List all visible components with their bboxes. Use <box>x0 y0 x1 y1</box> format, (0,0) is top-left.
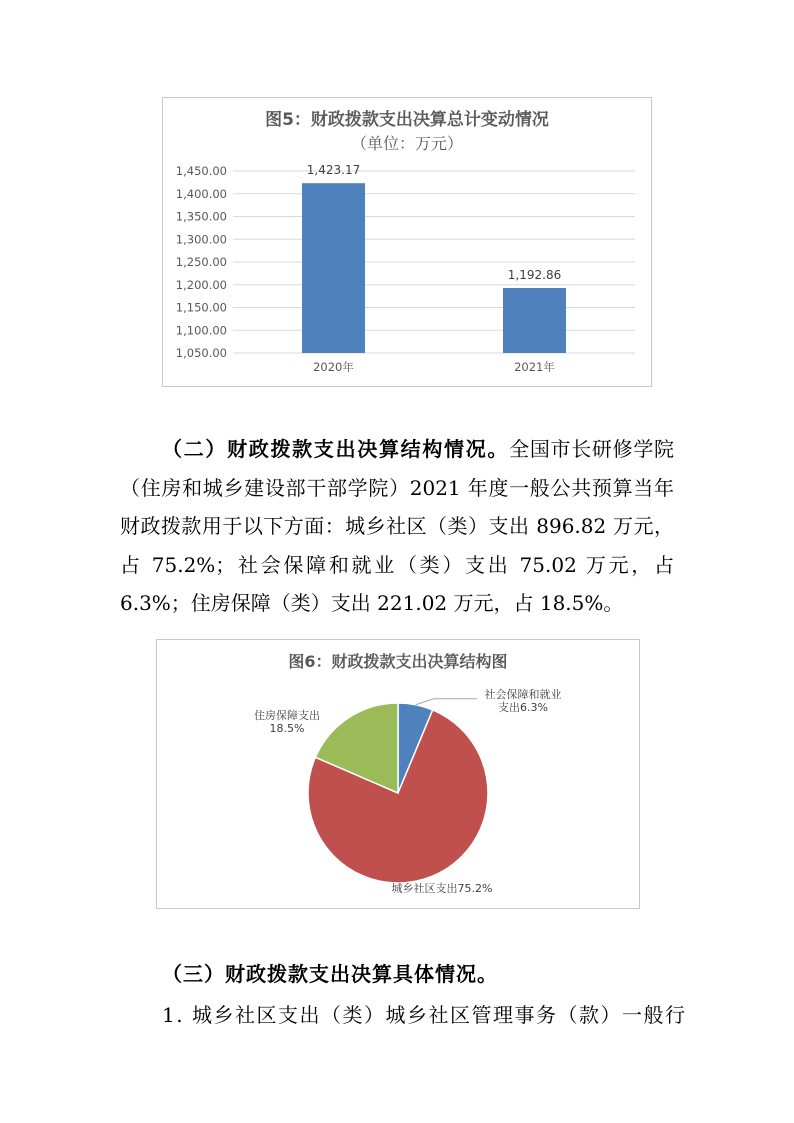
bar-chart-y-axis <box>176 164 227 360</box>
y-tick-label: 1,150.00 <box>175 300 227 315</box>
bar-value-label: 1,192.86 <box>507 267 562 282</box>
section-2-body: 全国市长研修学院（住房和城乡建设部干部学院）2021 年度一般公共预算当年财政拨款用于以下方面：城乡社区（类）支出 896.82 万元，占 75.2%；社会保障和就业（类）支出 75.02 万元，占 6.3%；住房保障（类）支出 221.02 万元，占 18.5%。 <box>120 437 675 615</box>
bar-chart-svg <box>163 98 651 386</box>
pie-label: 社会保障和就业支出6.3% <box>484 688 562 714</box>
bar-chart-figure <box>162 97 652 387</box>
pie-label: 住房保障支出 18.5% <box>254 709 320 735</box>
bar-value-label: 1,423.17 <box>306 163 361 178</box>
section-2-paragraph <box>120 430 674 623</box>
y-tick-label: 1,250.00 <box>175 255 227 269</box>
section-3-heading-text: （三）财政拨款支出决算具体情况。 <box>162 962 498 986</box>
pie-chart-title: 图6：财政拨款支出决算结构图 <box>288 652 508 671</box>
pie-chart-slices <box>308 703 488 883</box>
pie-leader-line <box>416 699 477 705</box>
x-tick-label: 2020年 <box>313 360 354 374</box>
y-tick-label: 1,350.00 <box>175 209 227 224</box>
pie-chart-figure <box>156 639 640 909</box>
bar <box>302 183 365 353</box>
bar-chart-subtitle: （单位：万元） <box>350 134 464 153</box>
section-2-heading: （二）财政拨款支出决算结构情况。 <box>162 437 510 461</box>
pie-chart-svg <box>157 640 639 908</box>
y-tick-label: 1,450.00 <box>175 164 227 178</box>
bar-chart-gridlines <box>233 171 635 353</box>
x-tick-label: 2021年 <box>514 360 555 374</box>
y-tick-label: 1,300.00 <box>175 232 227 247</box>
y-tick-label: 1,400.00 <box>175 186 227 201</box>
pie-label: 城乡社区支出75.2% <box>391 882 493 895</box>
bar-chart-x-axis <box>313 360 555 374</box>
bar <box>503 288 566 353</box>
item-1-paragraph: 1. 城乡社区支出（类）城乡社区管理事务（款）一般行 <box>162 1003 687 1027</box>
y-tick-label: 1,200.00 <box>175 277 227 292</box>
y-tick-label: 1,100.00 <box>175 323 227 338</box>
bar-chart-title: 图5：财政拨款支出决算总计变动情况 <box>265 110 549 130</box>
y-tick-label: 1,050.00 <box>175 346 227 360</box>
section-3-heading <box>162 955 498 993</box>
